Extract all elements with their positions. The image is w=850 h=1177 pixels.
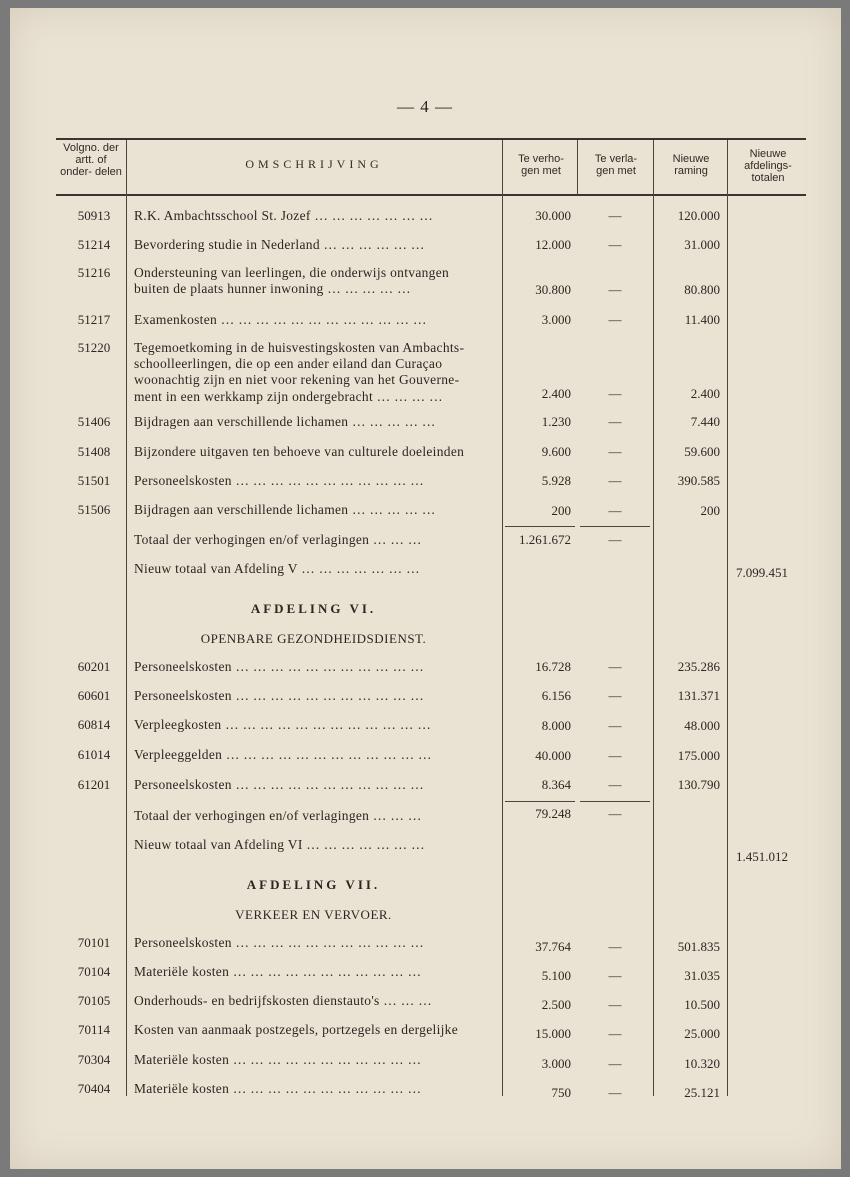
row-description: Totaal der verhogingen en/of verlagingen … … …	[134, 532, 422, 547]
te-verhogen-value: 15.000	[535, 1026, 571, 1041]
row-description: R.K. Ambachtsschool St. Jozef … … … … … … …	[134, 208, 434, 223]
section-title: AFDELING VII.	[246, 877, 381, 892]
page-number: — 4 —	[397, 97, 453, 116]
te-verlagen-value: —	[608, 1085, 622, 1100]
row-description: Nieuw totaal van Afdeling VI … … … … … … …	[134, 837, 425, 852]
te-verhogen-value: 16.728	[535, 659, 571, 674]
te-verlagen-value: —	[608, 473, 622, 488]
row-description: Verpleegkosten … … … … … … … … … … … …	[134, 717, 432, 732]
article-number: 60601	[77, 688, 111, 703]
te-verlagen-value: —	[608, 688, 622, 703]
row-description: Materiële kosten … … … … … … … … … … …	[134, 1081, 422, 1096]
section-subtitle: OPENBARE GEZONDHEIDSDIENST.	[200, 631, 427, 646]
row-description: woonachtig zijn en niet voor rekening van het Gouverne-	[134, 372, 460, 388]
column-divider	[653, 140, 654, 1096]
te-verlagen-value: —	[608, 748, 622, 763]
subtotal-rule	[505, 801, 575, 802]
nieuwe-raming-value: 7.440	[690, 414, 720, 429]
te-verlagen-value: —	[608, 414, 622, 429]
nieuwe-raming-value: 2.400	[690, 386, 720, 401]
nieuwe-raming-value: 10.320	[684, 1056, 720, 1071]
column-divider	[727, 140, 728, 1096]
te-verlagen-value: —	[608, 997, 622, 1012]
te-verlagen-value: —	[608, 718, 622, 733]
te-verlagen-value: —	[608, 532, 622, 547]
te-verlagen-value: —	[608, 968, 622, 983]
afdelingstotaal-value: 1.451.012	[736, 849, 788, 864]
te-verhogen-value: 3.000	[541, 312, 571, 327]
nieuwe-raming-value: 235.286	[677, 659, 720, 674]
row-description: buiten de plaats hunner inwoning … … … … …	[134, 281, 411, 297]
nieuwe-raming-value: 25.000	[684, 1026, 720, 1041]
te-verlagen-value: —	[608, 806, 622, 821]
te-verhogen-value: 2.400	[541, 386, 571, 401]
article-number: 51406	[77, 414, 111, 429]
article-number: 70114	[77, 1022, 111, 1037]
te-verhogen-value: 200	[551, 503, 571, 518]
article-number: 70105	[77, 993, 111, 1008]
article-number: 61014	[77, 747, 111, 762]
row-description: Materiële kosten … … … … … … … … … … …	[134, 964, 422, 979]
te-verhogen-value: 6.156	[541, 688, 571, 703]
te-verhogen-value: 3.000	[541, 1056, 571, 1071]
te-verhogen-value: 37.764	[535, 939, 571, 954]
te-verlagen-value: —	[608, 1056, 622, 1071]
article-number: 51217	[77, 312, 111, 327]
row-description: Kosten van aanmaak postzegels, portzegels en dergelijke	[134, 1022, 459, 1037]
row-description: Nieuw totaal van Afdeling V … … … … … … …	[134, 561, 420, 576]
column-divider	[502, 140, 503, 1096]
te-verlagen-value: —	[608, 282, 622, 297]
header-omschrijving: OMSCHRIJVING	[245, 157, 383, 171]
article-number: 51501	[77, 473, 111, 488]
row-description: Bijdragen aan verschillende lichamen … … … … …	[134, 502, 436, 517]
header-volgno: Volgno. der artt. of onder- delen	[60, 142, 122, 178]
te-verlagen-value: —	[608, 444, 622, 459]
te-verhogen-value: 5.100	[541, 968, 571, 983]
row-description: Totaal der verhogingen en/of verlagingen … … …	[134, 808, 422, 823]
article-number: 70104	[77, 964, 111, 979]
te-verhogen-value: 1.230	[541, 414, 571, 429]
nieuwe-raming-value: 25.121	[684, 1085, 720, 1100]
article-number: 50913	[77, 208, 111, 223]
section-subtitle: VERKEER EN VERVOER.	[235, 907, 392, 922]
nieuwe-raming-value: 11.400	[684, 312, 720, 327]
te-verhogen-value: 8.000	[541, 718, 571, 733]
te-verlagen-value: —	[608, 1026, 622, 1041]
row-description: Personeelskosten … … … … … … … … … … …	[134, 659, 425, 674]
subtotal-rule	[505, 526, 575, 527]
nieuwe-raming-value: 31.000	[684, 237, 720, 252]
te-verlagen-value: —	[608, 237, 622, 252]
row-description: Bevordering studie in Nederland … … … … … …	[134, 237, 425, 252]
te-verlagen-value: —	[608, 659, 622, 674]
te-verhogen-value: 30.800	[535, 282, 571, 297]
table-top-rule	[56, 138, 806, 140]
te-verlagen-value: —	[608, 503, 622, 518]
row-description: Bijzondere uitgaven ten behoeve van culturele doeleinden	[134, 444, 465, 459]
te-verhogen-value: 750	[551, 1085, 571, 1100]
te-verlagen-value: —	[608, 312, 622, 327]
te-verhogen-value: 30.000	[535, 208, 571, 223]
row-description: Personeelskosten … … … … … … … … … … …	[134, 777, 425, 792]
te-verhogen-value: 9.600	[541, 444, 571, 459]
te-verhogen-value: 12.000	[535, 237, 571, 252]
nieuwe-raming-value: 390.585	[677, 473, 720, 488]
header-te-verlagen: Te verla- gen met	[594, 153, 638, 177]
column-divider	[126, 140, 127, 1096]
te-verlagen-value: —	[608, 386, 622, 401]
header-afdelingstotalen: Nieuwe afdelings- totalen	[744, 148, 792, 184]
article-number: 51220	[77, 340, 111, 355]
row-description: Personeelskosten … … … … … … … … … … …	[134, 688, 425, 703]
nieuwe-raming-value: 48.000	[684, 718, 720, 733]
te-verhogen-value: 2.500	[541, 997, 571, 1012]
row-description: Ondersteuning van leerlingen, die onderwijs ontvangen	[134, 265, 450, 280]
article-number: 61201	[77, 777, 111, 792]
header-bottom-rule	[56, 194, 806, 196]
te-verhogen-value: 1.261.672	[519, 532, 571, 547]
article-number: 70304	[77, 1052, 111, 1067]
article-number: 70101	[77, 935, 111, 950]
afdelingstotaal-value: 7.099.451	[736, 565, 788, 580]
subtotal-rule	[580, 526, 650, 527]
nieuwe-raming-value: 131.371	[677, 688, 720, 703]
nieuwe-raming-value: 31.035	[684, 968, 720, 983]
column-divider	[577, 140, 578, 195]
article-number: 60201	[77, 659, 111, 674]
article-number: 51216	[77, 265, 111, 280]
article-number: 51214	[77, 237, 111, 252]
row-description: Onderhouds- en bedrijfskosten dienstauto's … … …	[134, 993, 433, 1008]
nieuwe-raming-value: 175.000	[677, 748, 720, 763]
te-verlagen-value: —	[608, 777, 622, 792]
nieuwe-raming-value: 10.500	[684, 997, 720, 1012]
row-description: Tegemoetkoming in de huisvestingskosten van Ambachts-	[134, 340, 465, 355]
subtotal-rule	[580, 801, 650, 802]
header-te-verhogen: Te verho- gen met	[518, 153, 564, 177]
header-nieuwe-raming: Nieuwe raming	[672, 153, 710, 177]
te-verlagen-value: —	[608, 208, 622, 223]
article-number: 60814	[77, 717, 111, 732]
te-verhogen-value: 5.928	[541, 473, 571, 488]
row-description: Materiële kosten … … … … … … … … … … …	[134, 1052, 422, 1067]
nieuwe-raming-value: 59.600	[684, 444, 720, 459]
nieuwe-raming-value: 120.000	[677, 208, 720, 223]
nieuwe-raming-value: 501.835	[677, 939, 720, 954]
section-title: AFDELING VI.	[250, 601, 377, 616]
row-description: ment in een werkkamp zijn ondergebracht … … … …	[134, 388, 443, 404]
row-description: Bijdragen aan verschillende lichamen … … … … …	[134, 414, 436, 429]
row-description: Verpleeggelden … … … … … … … … … … … …	[134, 747, 432, 762]
article-number: 70404	[77, 1081, 111, 1096]
nieuwe-raming-value: 80.800	[684, 282, 720, 297]
row-description: Personeelskosten … … … … … … … … … … …	[134, 935, 425, 950]
article-number: 51506	[77, 502, 111, 517]
row-description: Personeelskosten … … … … … … … … … … …	[134, 473, 425, 488]
te-verhogen-value: 79.248	[535, 806, 571, 821]
article-number: 51408	[77, 444, 111, 459]
nieuwe-raming-value: 200	[700, 503, 720, 518]
row-description: schoolleerlingen, die op een ander eiland dan Curaçao	[134, 356, 443, 372]
row-description: Examenkosten … … … … … … … … … … … …	[134, 312, 427, 327]
te-verlagen-value: —	[608, 939, 622, 954]
te-verhogen-value: 40.000	[535, 748, 571, 763]
te-verhogen-value: 8.364	[541, 777, 571, 792]
nieuwe-raming-value: 130.790	[677, 777, 720, 792]
